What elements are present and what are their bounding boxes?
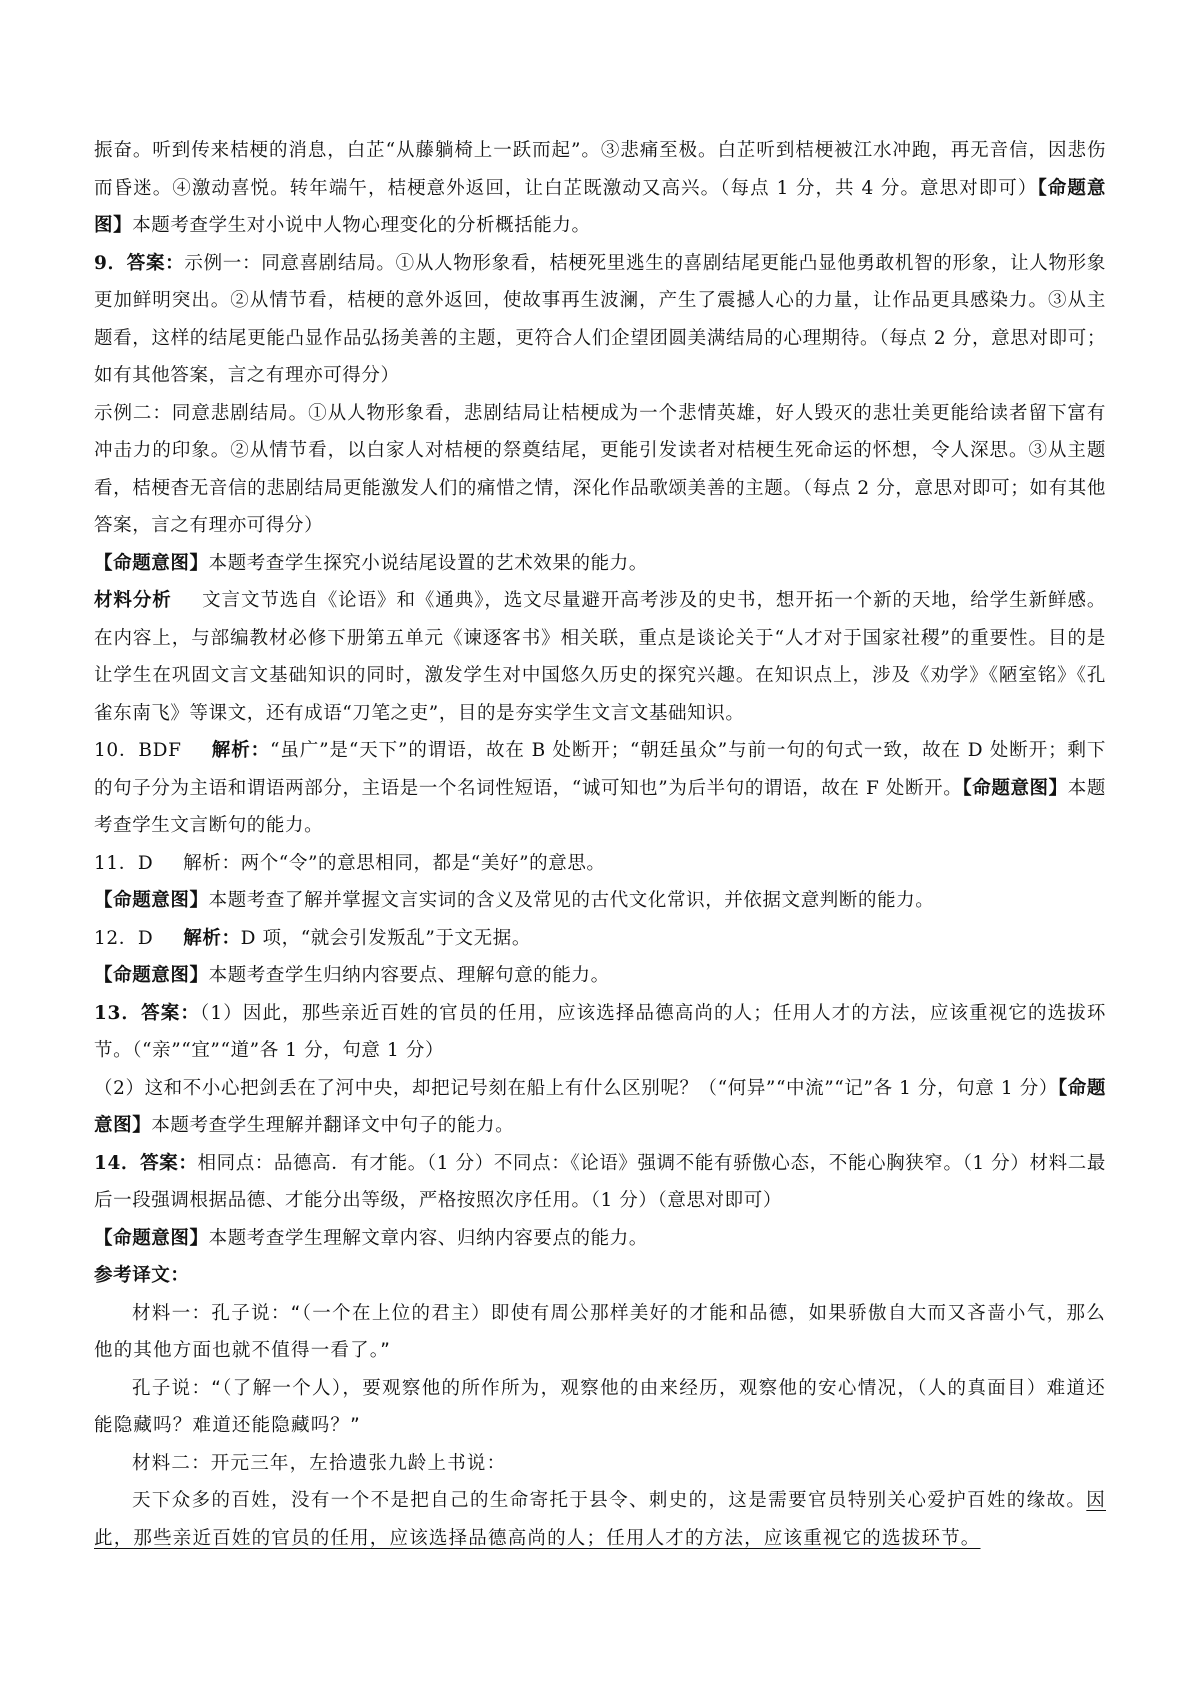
answer-label: 答案： — [141, 1002, 200, 1024]
intent-label: 【命题意图】 — [94, 965, 209, 986]
reference-translation-title: 参考译文： — [94, 1265, 190, 1286]
analysis-label: 解析： — [211, 740, 270, 761]
translation-confucius: 孔子说：“（了解一个人），要观察他的所作所为，观察他的由来经历，观察他的安心情况，（人的真面目）难道还能隐藏吗？难道还能隐藏吗？” — [94, 1377, 1106, 1436]
intent-label: 【命题意图】 — [94, 1227, 209, 1249]
q12-answer: 12．D 解析：D 项，“就会引发叛乱”于文无据。 — [94, 927, 531, 949]
translation-material-one: 材料一：孔子说：“（一个在上位的君主）即使有周公那样美好的才能和品德，如果骄傲自大而又吝啬小气，那么他的其他方面也就不值得一看了。” — [94, 1302, 1106, 1361]
translation-material-two-intro: 材料二：开元三年，左拾遗张九龄上书说： — [132, 1452, 507, 1474]
q12-intent: 【命题意图】本题考查学生归纳内容要点、理解句意的能力。 — [94, 965, 610, 986]
intent-label: 【命题意图】 — [94, 1077, 1106, 1136]
q13-answer: 13．答案：（1）因此，那些亲近百姓的官员的任用，应该选择品德高尚的人；任用人才的方法，应该重视它的选拔环节。（“亲”“宜”“道”各 1 分，句意 1 分） — [94, 1002, 1106, 1061]
material-label: 材料分析 — [94, 590, 172, 611]
q9-example-two: 示例二：同意悲剧结局。①从人物形象看，悲剧结局让桔梗成为一个悲情英雄，好人毁灭的悲壮美更能给读者留下富有冲击力的印象。②从情节看，以白家人对桔梗的祭奠结尾，更能引发读者对桔梗生死命运的怀想，令人深思。③从主题看，桔梗杳无音信的悲剧结局更能激发人们的痛惜之情，深化作品歌颂美善的主题。（每点 2 分，意思对即可；如有其他答案，言之有理亦可得分） — [94, 402, 1106, 536]
q9-intent: 【命题意图】本题考查学生探究小说结尾设置的艺术效果的能力。 — [94, 552, 648, 574]
q8-answer-tail: 振奋。听到传来桔梗的消息，白芷“从藤躺椅上一跃而起”。③悲痛至极。白芷听到桔梗被江水冲跑，再无音信，因悲伤而昏迷。④激动喜悦。转年端午，桔梗意外返回，让白芷既激动又高兴。（每点 1 分，共 4 分。意思对即可）【命题意图】本题考查学生对小说中人物心理变化的分析概括能力。 — [94, 140, 1106, 236]
analysis-label: 解析： — [183, 852, 241, 874]
intent-label: 【命题意图】 — [94, 177, 1106, 236]
translation-material-two-body: 天下众多的百姓，没有一个不是把自己的生命寄托于县令、刺史的，这是需要官员特别关心爱护百姓的缘故。因此，那些亲近百姓的官员的任用，应该选择品德高尚的人；任用人才的方法，应该重视它的选拔环节。 — [94, 1490, 1106, 1549]
answer-label: 答案： — [126, 252, 185, 274]
material-analysis: 材料分析 文言文节选自《论语》和《通典》，选文尽量避开高考涉及的史书，想开拓一个新的天地，给学生新鲜感。在内容上，与部编教材必修下册第五单元《谏逐客书》相关联，重点是谈论关于“人才对于国家社稷”的重要性。目的是让学生在巩固文言文基础知识的同时，激发学生对中国悠久历史的探究兴趣。在知识点上，涉及《劝学》《陋室铭》《孔雀东南飞》等课文，还有成语“刀笔之吏”，目的是夯实学生文言文基础知识。 — [94, 590, 1106, 724]
intent-label: 【命题意图】 — [94, 552, 209, 574]
intent-label: 【命题意图】 — [94, 890, 209, 911]
q11-intent: 【命题意图】本题考查了解并掌握文言实词的含义及常见的古代文化常识，并依据文意判断的能力。 — [94, 890, 935, 911]
q14-intent: 【命题意图】本题考查学生理解文章内容、归纳内容要点的能力。 — [94, 1227, 648, 1249]
q14-answer: 14．答案：相同点：品德高．有才能。（1 分）不同点：《论语》强调不能有骄傲心态，不能心胸狭窄。（1 分）材料二最后一段强调根据品德、才能分出等级，严格按照次序任用。（1 分）（意思对即可） — [94, 1152, 1107, 1211]
q10-answer: 10．BDF 解析：“虽广”是“天下”的谓语，故在 B 处断开；“朝廷虽众”与前一句的句式一致，故在 D 处断开；剩下的句子分为主语和谓语两部分，主语是一个名词性短语，“诚可知也”为后半句的谓语，故在 F 处断开。【命题意图】本题考查学生文言断句的能力。 — [94, 740, 1106, 836]
q11-answer: 11．D 解析：两个“令”的意思相同，都是“美好”的意思。 — [94, 852, 606, 874]
q9-answer: 9．答案：示例一：同意喜剧结局。①从人物形象看，桔梗死里逃生的喜剧结尾更能凸显他勇敢机智的形象，让人物形象更加鲜明突出。②从情节看，桔梗的意外返回，使故事再生波澜，产生了震撼人心的力量，让作品更具感染力。③从主题看，这样的结尾更能凸显作品弘扬美善的主题，更符合人们企望团圆美满结局的心理期待。（每点 2 分，意思对即可；如有其他答案，言之有理亦可得分） — [94, 252, 1106, 386]
q13-answer-two: （2）这和不小心把剑丢在了河中央，却把记号刻在船上有什么区别呢？（“何异”“中流”“记”各 1 分，句意 1 分）【命题意图】本题考查学生理解并翻译文中句子的能力。 — [94, 1077, 1106, 1136]
intent-label: 【命题意图】 — [962, 777, 1068, 799]
underlined-sentence: 因此，那些亲近百姓的官员的任用，应该选择品德高尚的人；任用人才的方法，应该重视它的选拔环节。 — [94, 1490, 1106, 1549]
analysis-label: 解析： — [183, 927, 241, 949]
answer-label: 答案： — [140, 1152, 198, 1174]
